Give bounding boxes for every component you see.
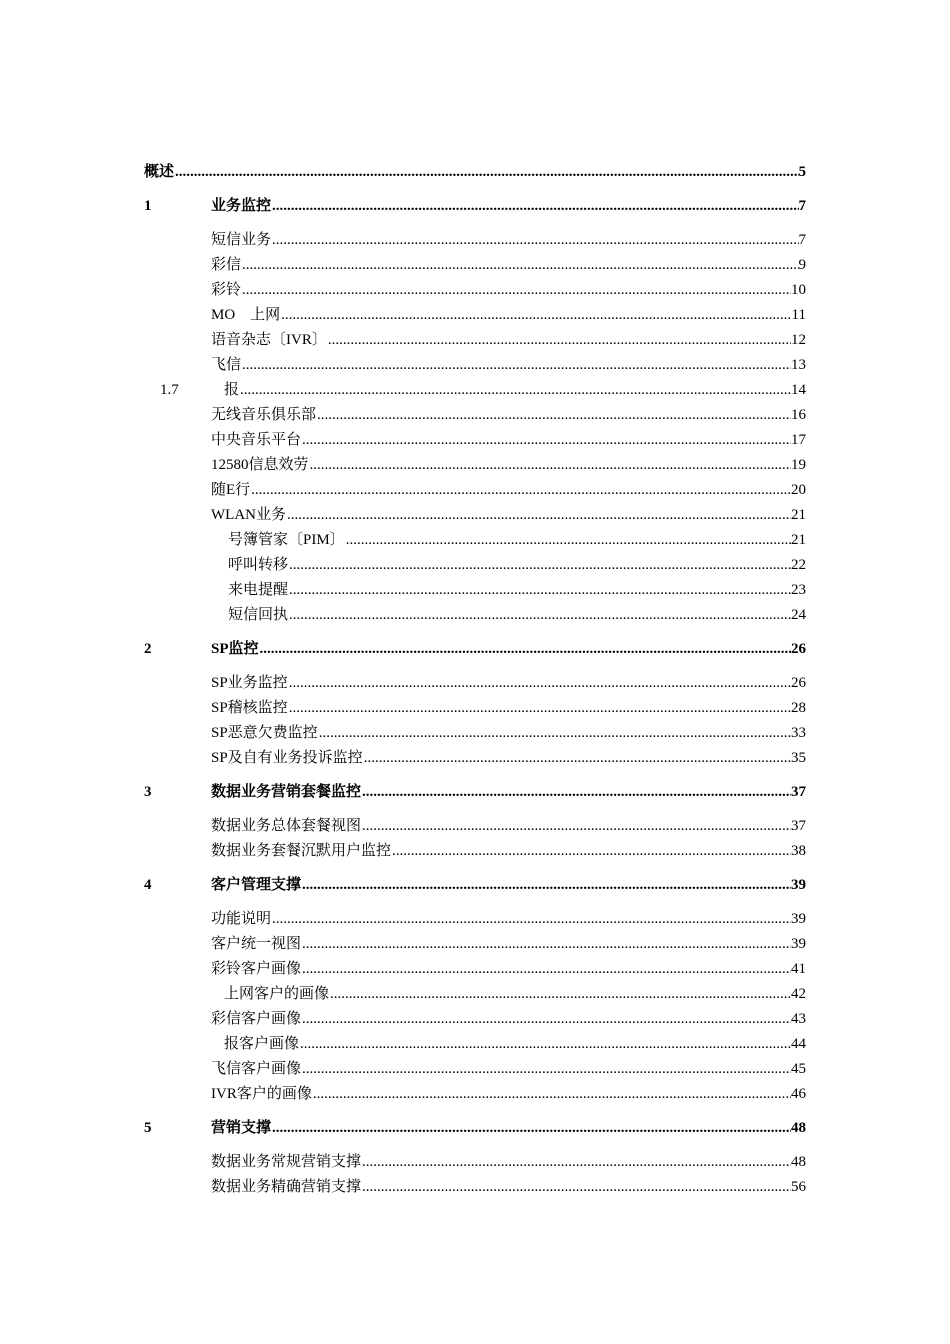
- toc-page-number[interactable]: 41: [791, 961, 806, 977]
- toc-leader-dots: [318, 723, 791, 743]
- toc-title[interactable]: 彩信客户画像: [211, 1011, 302, 1027]
- toc-title[interactable]: 号簿管家〔PIM〕: [228, 532, 345, 548]
- toc-section-number: 5: [144, 1120, 152, 1136]
- toc-row[interactable]: [0, 1084, 950, 1106]
- toc-row[interactable]: [0, 1034, 950, 1056]
- toc-title[interactable]: 数据业务营销套餐监控: [211, 784, 362, 800]
- toc-title[interactable]: 来电提醒: [228, 582, 289, 598]
- toc-page-number[interactable]: 10: [791, 282, 806, 298]
- toc-row[interactable]: [0, 330, 950, 352]
- toc-page-number[interactable]: 5: [798, 164, 806, 180]
- toc-title[interactable]: IVR客户的画像: [211, 1086, 312, 1102]
- toc-row[interactable]: [0, 405, 950, 427]
- toc-page-number[interactable]: 39: [791, 936, 806, 952]
- toc-page-number[interactable]: 48: [791, 1154, 806, 1170]
- toc-leader-dots: [301, 875, 791, 895]
- toc-entry[interactable]: [228, 530, 806, 550]
- toc-page-number[interactable]: 37: [791, 784, 806, 800]
- toc-title[interactable]: 12580信息效劳: [211, 457, 309, 473]
- toc-section-number: 1: [144, 198, 152, 214]
- toc-entry[interactable]: [211, 1009, 806, 1029]
- toc-leader-dots: [361, 816, 791, 836]
- toc-entry[interactable]: [211, 430, 806, 450]
- toc-page-number[interactable]: 33: [791, 725, 806, 741]
- toc-row[interactable]: [0, 430, 950, 452]
- toc-title[interactable]: 客户统一视图: [211, 936, 302, 952]
- toc-row[interactable]: [0, 530, 950, 552]
- toc-leader-dots: [286, 505, 791, 525]
- toc-entry[interactable]: [211, 355, 806, 375]
- toc-page-number[interactable]: 48: [791, 1120, 806, 1136]
- toc-page-number[interactable]: 23: [791, 582, 806, 598]
- toc-leader-dots: [312, 1084, 791, 1104]
- toc-title[interactable]: 功能说明: [211, 911, 272, 927]
- toc-leader-dots: [363, 748, 791, 768]
- toc-entry[interactable]: [211, 959, 806, 979]
- toc-page-number[interactable]: 24: [791, 607, 806, 623]
- toc-entry[interactable]: [224, 1034, 806, 1054]
- toc-page-number[interactable]: 44: [791, 1036, 806, 1052]
- toc-leader-dots: [271, 1118, 791, 1138]
- toc-row[interactable]: [0, 639, 950, 661]
- toc-title[interactable]: 报: [224, 382, 240, 398]
- toc-leader-dots: [271, 909, 791, 929]
- toc-page-number[interactable]: 20: [791, 482, 806, 498]
- toc-leader-dots: [288, 698, 791, 718]
- toc-leader-dots: [288, 673, 791, 693]
- toc-row[interactable]: [0, 555, 950, 577]
- toc-title[interactable]: 数据业务总体套餐视图: [211, 818, 362, 834]
- toc-title[interactable]: 呼叫转移: [228, 557, 289, 573]
- toc-entry[interactable]: [211, 934, 806, 954]
- toc-leader-dots: [309, 455, 791, 475]
- toc-title[interactable]: 客户管理支撑: [211, 877, 302, 893]
- toc-leader-dots: [301, 934, 791, 954]
- toc-row[interactable]: [0, 605, 950, 627]
- toc-title[interactable]: 业务监控: [211, 198, 272, 214]
- toc-entry[interactable]: [211, 1152, 806, 1172]
- toc-title[interactable]: 上网客户的画像: [224, 986, 330, 1002]
- toc-leader-dots: [391, 841, 791, 861]
- toc-title[interactable]: 彩铃客户画像: [211, 961, 302, 977]
- toc-title[interactable]: SP监控: [211, 641, 259, 657]
- toc-page-number[interactable]: 43: [791, 1011, 806, 1027]
- toc-page-number[interactable]: 21: [791, 532, 806, 548]
- toc-row[interactable]: [0, 723, 950, 745]
- toc-leader-dots: [250, 480, 791, 500]
- toc-entry[interactable]: [211, 748, 806, 768]
- toc-title[interactable]: 彩铃: [211, 282, 242, 298]
- toc-entry[interactable]: [211, 723, 806, 743]
- toc-section-number: 2: [144, 641, 152, 657]
- toc-title[interactable]: 中央音乐平台: [211, 432, 302, 448]
- toc-page-number[interactable]: 38: [791, 843, 806, 859]
- toc-row[interactable]: [0, 355, 950, 377]
- toc-row[interactable]: [0, 841, 950, 863]
- toc-page-number[interactable]: 22: [791, 557, 806, 573]
- toc-leader-dots: [329, 984, 791, 1004]
- toc-title[interactable]: SP稽核监控: [211, 700, 288, 716]
- toc-leader-dots: [288, 580, 791, 600]
- toc-title[interactable]: 无线音乐俱乐部: [211, 407, 317, 423]
- toc-row[interactable]: [0, 875, 950, 897]
- toc-page-number[interactable]: 39: [791, 911, 806, 927]
- toc-leader-dots: [301, 959, 791, 979]
- toc-page-number[interactable]: 14: [791, 382, 806, 398]
- toc-leader-dots: [280, 305, 791, 325]
- toc-entry[interactable]: [211, 673, 806, 693]
- toc-row[interactable]: [0, 380, 950, 402]
- toc-entry[interactable]: [211, 1059, 806, 1079]
- toc-page-number[interactable]: 26: [791, 641, 806, 657]
- toc-title[interactable]: 语音杂志〔IVR〕: [211, 332, 327, 348]
- toc-page-number[interactable]: 7: [798, 198, 806, 214]
- toc-row[interactable]: [0, 305, 950, 327]
- toc-leader-dots: [361, 1152, 791, 1172]
- toc-row[interactable]: [0, 230, 950, 252]
- toc-entry[interactable]: [211, 841, 806, 861]
- toc-section-number: 1.7: [160, 382, 179, 398]
- toc-page-number[interactable]: 16: [791, 407, 806, 423]
- toc-page-number[interactable]: 46: [791, 1086, 806, 1102]
- toc-row[interactable]: [0, 1118, 950, 1140]
- toc-section-number: 3: [144, 784, 152, 800]
- toc-title[interactable]: SP业务监控: [211, 675, 288, 691]
- toc-entry[interactable]: [211, 230, 806, 250]
- toc-entry[interactable]: [211, 255, 806, 275]
- toc-title[interactable]: 概述: [144, 164, 175, 180]
- toc-entry[interactable]: [211, 280, 806, 300]
- toc-entry[interactable]: [211, 305, 806, 325]
- toc-row[interactable]: [0, 196, 950, 218]
- toc-leader-dots: [361, 1177, 791, 1197]
- toc-entry[interactable]: [211, 1118, 806, 1138]
- toc-page-number[interactable]: 42: [791, 986, 806, 1002]
- toc-row[interactable]: [0, 1152, 950, 1174]
- toc-leader-dots: [361, 782, 791, 802]
- toc-entry[interactable]: [228, 555, 806, 575]
- toc-row[interactable]: [0, 162, 950, 184]
- toc-entry[interactable]: [224, 380, 806, 400]
- toc-leader-dots: [174, 162, 798, 182]
- toc-leader-dots: [301, 430, 791, 450]
- toc-page-number[interactable]: 37: [791, 818, 806, 834]
- toc-page-number[interactable]: 56: [791, 1179, 806, 1195]
- toc-title[interactable]: 数据业务常规营销支撑: [211, 1154, 362, 1170]
- toc-entry[interactable]: [211, 816, 806, 836]
- toc-entry[interactable]: [211, 639, 806, 659]
- toc-entry[interactable]: [211, 698, 806, 718]
- toc-row[interactable]: [0, 1059, 950, 1081]
- toc-entry[interactable]: [211, 1084, 806, 1104]
- toc-row[interactable]: [0, 959, 950, 981]
- toc-leader-dots: [288, 605, 791, 625]
- toc-leader-dots: [288, 555, 791, 575]
- toc-leader-dots: [259, 639, 791, 659]
- toc-title[interactable]: 数据业务精确营销支撑: [211, 1179, 362, 1195]
- toc-row[interactable]: [0, 1177, 950, 1199]
- toc-leader-dots: [327, 330, 791, 350]
- toc-entry[interactable]: [211, 405, 806, 425]
- toc-page-number[interactable]: 11: [791, 307, 806, 323]
- toc-entry[interactable]: [211, 875, 806, 895]
- toc-page-number[interactable]: 39: [791, 877, 806, 893]
- toc-title[interactable]: 随E行: [211, 482, 251, 498]
- toc-entry[interactable]: [211, 782, 806, 802]
- toc-leader-dots: [241, 280, 791, 300]
- toc-row[interactable]: [0, 816, 950, 838]
- toc-title[interactable]: SP恶意欠费监控: [211, 725, 318, 741]
- toc-page-number[interactable]: 13: [791, 357, 806, 373]
- toc-title[interactable]: 数据业务套餐沉默用户监控: [211, 843, 392, 859]
- toc-section-number: 4: [144, 877, 152, 893]
- toc-page-number[interactable]: 28: [791, 700, 806, 716]
- toc-entry[interactable]: [224, 984, 806, 1004]
- toc-page-number[interactable]: 35: [791, 750, 806, 766]
- toc-row[interactable]: [0, 909, 950, 931]
- toc-row[interactable]: [0, 673, 950, 695]
- toc-leader-dots: [241, 255, 798, 275]
- toc-leader-dots: [239, 380, 791, 400]
- toc-entry[interactable]: [211, 196, 806, 216]
- toc-row[interactable]: [0, 984, 950, 1006]
- toc-title[interactable]: WLAN业务: [211, 507, 286, 523]
- toc-row[interactable]: [0, 280, 950, 302]
- toc-page-number[interactable]: 19: [791, 457, 806, 473]
- toc-title[interactable]: 报客户画像: [224, 1036, 300, 1052]
- toc-entry[interactable]: [144, 162, 806, 182]
- toc-page-number[interactable]: 45: [791, 1061, 806, 1077]
- toc-leader-dots: [316, 405, 791, 425]
- toc-entry[interactable]: [228, 605, 806, 625]
- toc-leader-dots: [271, 230, 798, 250]
- toc-row[interactable]: [0, 748, 950, 770]
- toc-page-number[interactable]: 21: [791, 507, 806, 523]
- toc-row[interactable]: [0, 934, 950, 956]
- toc-entry[interactable]: [211, 330, 806, 350]
- toc-page-number[interactable]: 17: [791, 432, 806, 448]
- toc-entry[interactable]: [228, 580, 806, 600]
- toc-title[interactable]: 飞信客户画像: [211, 1061, 302, 1077]
- toc-page-number[interactable]: 12: [791, 332, 806, 348]
- toc-row[interactable]: [0, 455, 950, 477]
- toc-page-number[interactable]: 7: [798, 232, 806, 248]
- toc-title[interactable]: 短信回执: [228, 607, 289, 623]
- toc-entry[interactable]: [211, 480, 806, 500]
- toc-row[interactable]: [0, 782, 950, 804]
- toc-title[interactable]: MO 上网: [211, 307, 281, 323]
- toc-leader-dots: [301, 1059, 791, 1079]
- toc-row[interactable]: [0, 505, 950, 527]
- toc-title[interactable]: 短信业务: [211, 232, 272, 248]
- toc-leader-dots: [241, 355, 791, 375]
- toc-page-number[interactable]: 26: [791, 675, 806, 691]
- toc-page-number[interactable]: 9: [798, 257, 806, 273]
- toc-title[interactable]: SP及自有业务投诉监控: [211, 750, 363, 766]
- toc-entry[interactable]: [211, 455, 806, 475]
- toc-leader-dots: [299, 1034, 791, 1054]
- toc-row[interactable]: [0, 580, 950, 602]
- toc-row[interactable]: [0, 480, 950, 502]
- toc-leader-dots: [345, 530, 791, 550]
- toc-title[interactable]: 彩信: [211, 257, 242, 273]
- toc-title[interactable]: 营销支撑: [211, 1120, 272, 1136]
- toc-row[interactable]: [0, 1009, 950, 1031]
- toc-row[interactable]: [0, 698, 950, 720]
- toc-entry[interactable]: [211, 505, 806, 525]
- toc-entry[interactable]: [211, 1177, 806, 1197]
- toc-entry[interactable]: [211, 909, 806, 929]
- toc-row[interactable]: [0, 255, 950, 277]
- toc-title[interactable]: 飞信: [211, 357, 242, 373]
- toc-leader-dots: [271, 196, 798, 216]
- toc-leader-dots: [301, 1009, 791, 1029]
